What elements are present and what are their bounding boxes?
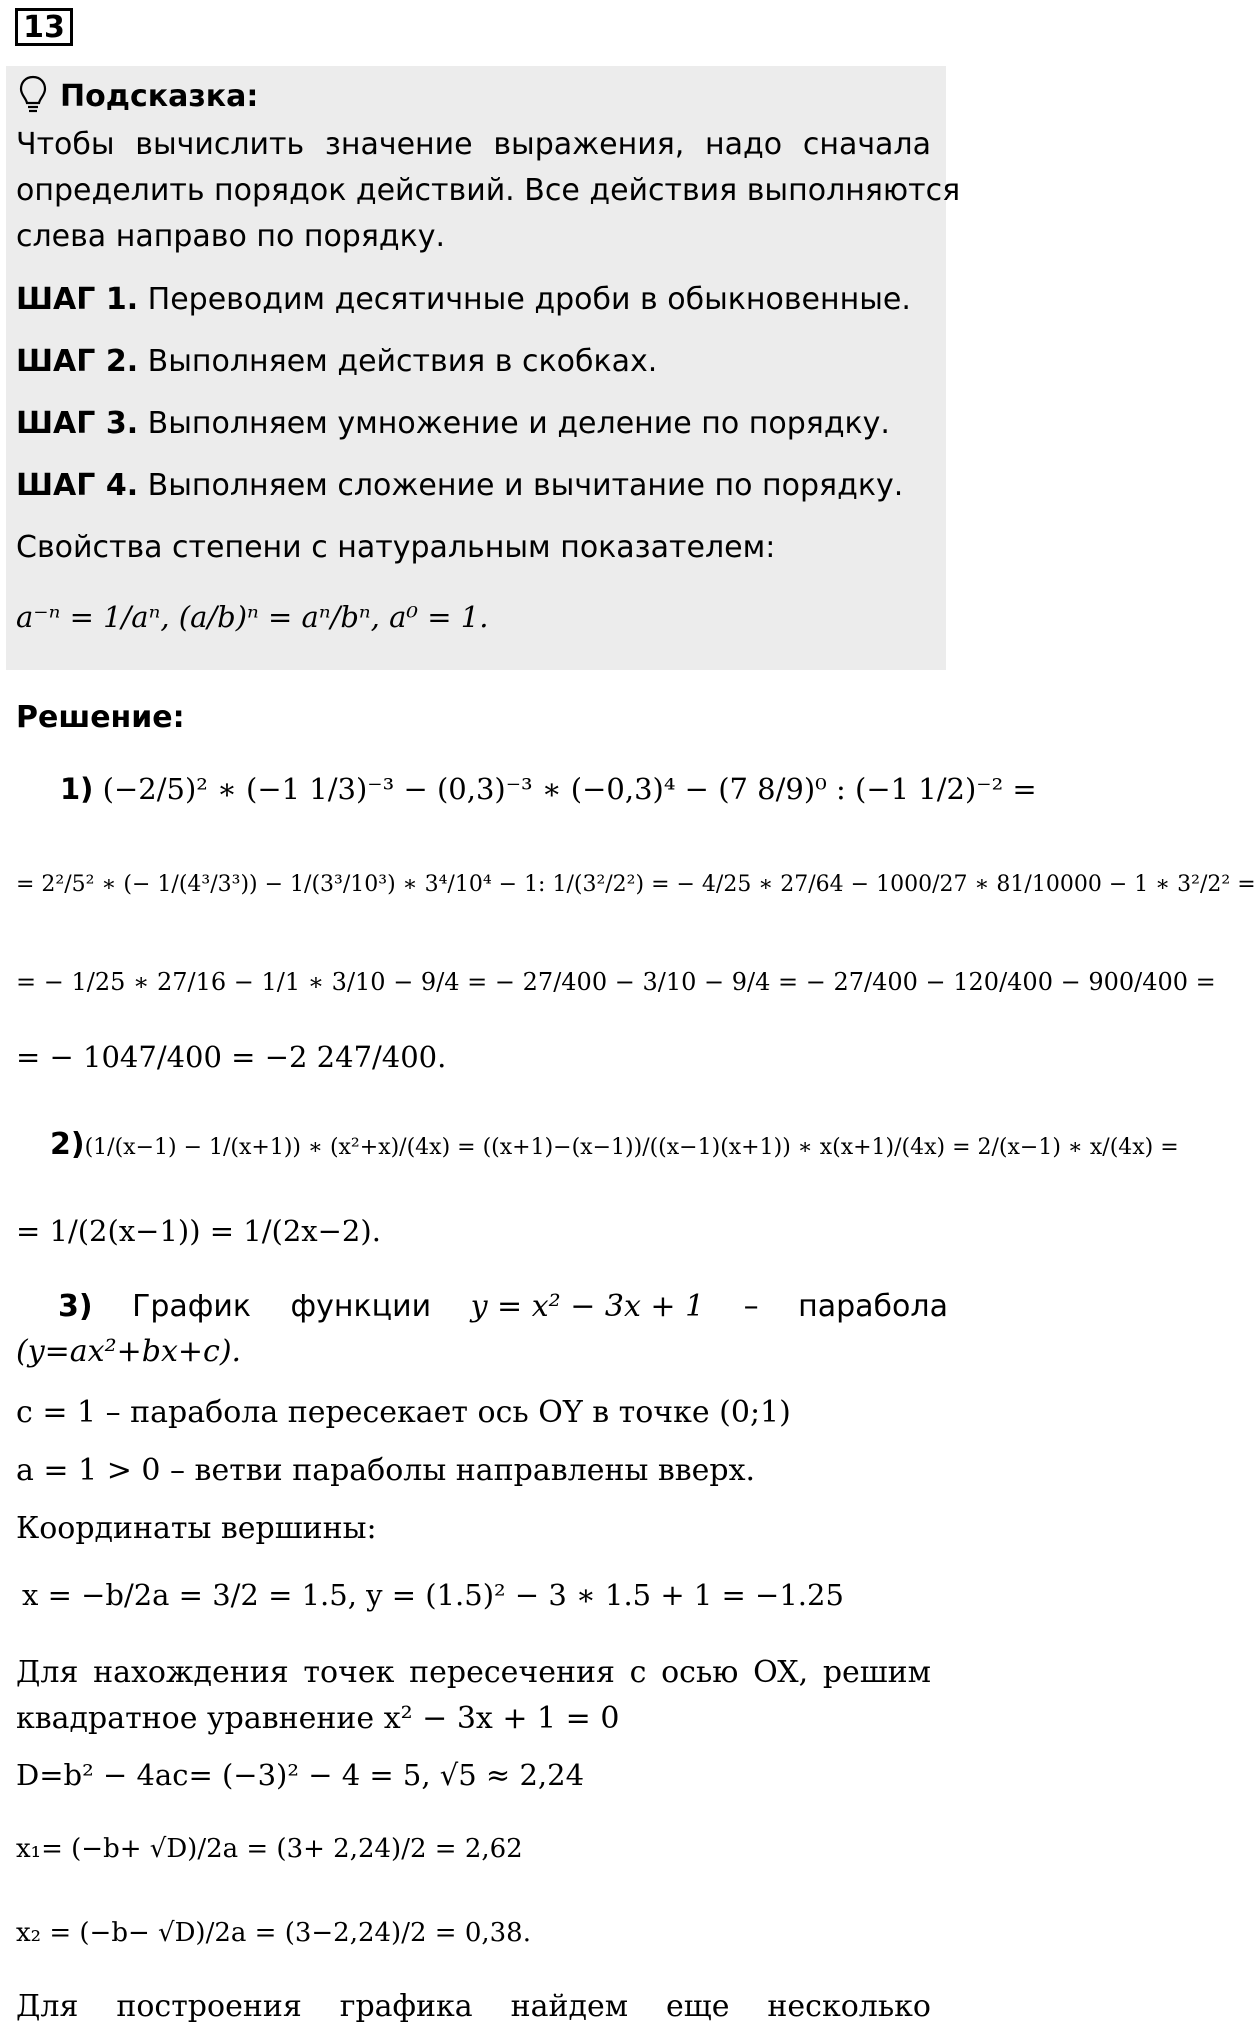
- part2-line-1-formula: (1/(x−1) − 1/(x+1)) ∗ (x²+x)/(4x) = ((x+1)−(x−1))/((x−1)(x+1)) ∗ x(x+1)/(4x) = 2/(x−1) ∗ x/(4x) =: [84, 1135, 1179, 1160]
- hint-title: Подсказка:: [60, 79, 259, 114]
- hint-intro-line-2: определить порядок действий. Все действия выполняются: [16, 173, 961, 208]
- step-label: ШАГ 2.: [16, 344, 139, 379]
- hint-step-3: [16, 401, 890, 447]
- step-label: ШАГ 3.: [16, 406, 139, 441]
- part3-intersect-line-2: квадратное уравнение x² − 3x + 1 = 0: [16, 1701, 620, 1736]
- lightbulb-icon: [18, 74, 48, 114]
- step-label: ШАГ 1.: [16, 282, 139, 317]
- part3-function: y = x² − 3x + 1: [470, 1289, 705, 1324]
- part3-label: 3): [58, 1289, 93, 1324]
- part1-label: 1): [60, 772, 94, 806]
- part2-line-1: [50, 1127, 1179, 1162]
- hint-step-4: [16, 463, 903, 509]
- part1-line-3: = − 1/25 ∗ 27/16 − 1/1 ∗ 3/10 − 9/4 = − 27/400 − 3/10 − 9/4 = − 27/400 − 120/400 − 900/400 =: [16, 968, 1216, 996]
- part3-line-1: [58, 1284, 948, 1330]
- part3-intersect-line-1: Для нахождения точек пересечения с осью OX, решим: [16, 1655, 931, 1690]
- part3-word: парабола: [798, 1289, 948, 1324]
- step-label: ШАГ 4.: [16, 468, 139, 503]
- hint-intro-line-1: Чтобы вычислить значение выражения, надо сначала: [16, 127, 931, 162]
- step-text: Выполняем сложение и вычитание по порядку.: [138, 468, 904, 503]
- step-text: Переводим десятичные дроби в обыкновенные.: [138, 282, 911, 317]
- part1-line-4: = − 1047/400 = −2 247/400.: [16, 1040, 447, 1074]
- part3-line-2: (y=ax²+bx+c).: [16, 1334, 242, 1369]
- part3-word: График: [132, 1289, 252, 1324]
- part3-last-line: Для построения графика найдем еще несколько: [16, 1989, 931, 2024]
- hint-properties-title: Свойства степени с натуральным показателем:: [16, 530, 776, 565]
- part1-line-1: [60, 772, 1037, 806]
- hint-step-2: [16, 339, 657, 385]
- hint-intro-line-3: слева направо по порядку.: [16, 219, 446, 254]
- part3-a-line: a = 1 > 0 – ветви параболы направлены вверх.: [16, 1453, 756, 1488]
- part3-vertex-formula: x = −b/2a = 3/2 = 1.5, y = (1.5)² − 3 ∗ 1.5 + 1 = −1.25: [22, 1578, 844, 1612]
- part3-c-line: c = 1 – парабола пересекает ось OY в точке (0;1): [16, 1395, 791, 1430]
- part3-x1: x₁= (−b+ √D)/2a = (3+ 2,24)/2 = 2,62: [16, 1834, 523, 1864]
- part1-line-1-formula: (−2/5)² ∗ (−1 1/3)⁻³ − (0,3)⁻³ ∗ (−0,3)⁴ − (7 8/9)⁰ : (−1 1/2)⁻² =: [102, 772, 1037, 806]
- task-number: 13: [15, 8, 73, 46]
- part2-label: 2): [50, 1127, 85, 1162]
- part3-word: функции: [290, 1289, 432, 1324]
- part3-x2: x₂ = (−b− √D)/2a = (3−2,24)/2 = 0,38.: [16, 1918, 531, 1948]
- hint-step-1: [16, 277, 911, 323]
- part2-line-2: = 1/(2(x−1)) = 1/(2x−2).: [16, 1214, 381, 1248]
- solution-title: Решение:: [16, 700, 185, 735]
- part1-line-2: = 2²/5² ∗ (− 1/(4³/3³)) − 1/(3³/10³) ∗ 3⁴/10⁴ − 1: 1/(3²/2²) = − 4/25 ∗ 27/64 − 1000/27 ∗ 81/10000 − 1 ∗ 3²/2² =: [16, 872, 1256, 897]
- part3-vertex-title: Координаты вершины:: [16, 1511, 377, 1546]
- step-text: Выполняем действия в скобках.: [138, 344, 658, 379]
- step-text: Выполняем умножение и деление по порядку.: [138, 406, 890, 441]
- hint-properties-formula: a⁻ⁿ = 1/aⁿ, (a/b)ⁿ = aⁿ/bⁿ, a⁰ = 1.: [16, 600, 489, 634]
- part3-word: –: [743, 1289, 759, 1324]
- part3-discriminant: D=b² − 4ac= (−3)² − 4 = 5, √5 ≈ 2,24: [16, 1758, 585, 1792]
